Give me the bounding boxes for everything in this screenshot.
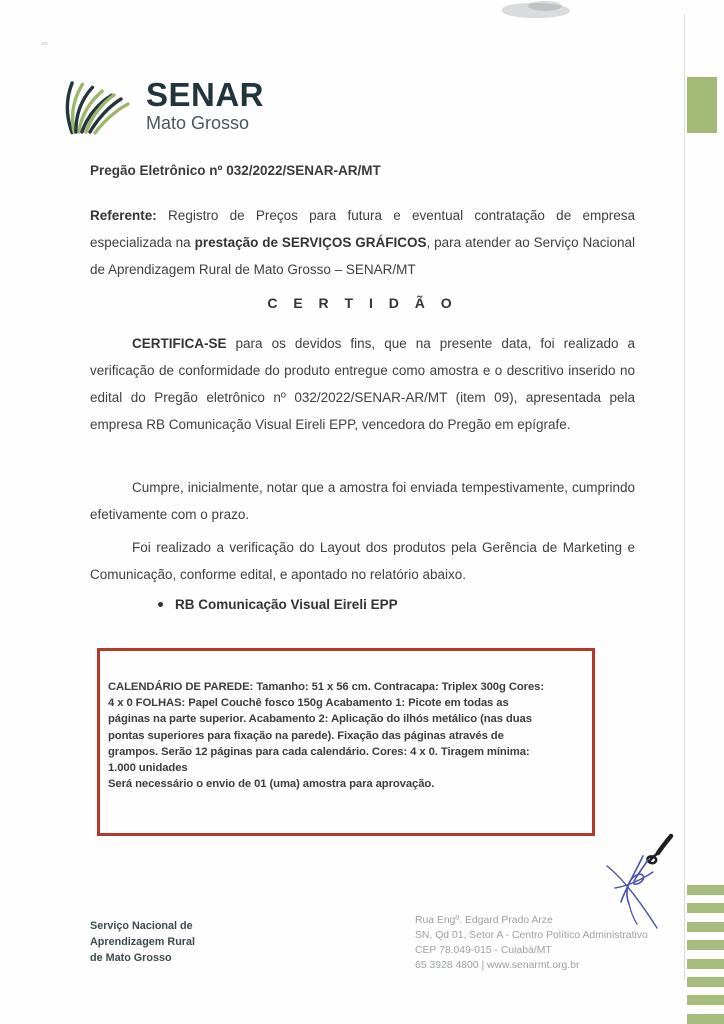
spec-line: páginas na parte superior. Acabamento 2: Aplicação do ilhós metálico (nas duas — [108, 713, 532, 726]
spec-box — [97, 648, 595, 836]
footer-org-line: Serviço Nacional de — [90, 920, 193, 932]
paragraph-cumpre: Cumpre, inicialmente, notar que a amostra foi enviada tempestivamente, cumprindo efetivamente com o prazo. — [90, 480, 635, 522]
referente-run1: Registro de Preços para futura e eventual contratação de empresa especializada na — [90, 208, 635, 250]
footer-address-block — [415, 913, 648, 973]
logo-region-text: Mato Grosso — [146, 113, 250, 133]
referente-bold: prestação de SERVIÇOS GRÁFICOS — [194, 235, 427, 250]
logo-text-block — [146, 78, 264, 132]
paragraph-foi-realizado: Foi realizado a verificação do Layout dos produtos pela Gerência de Marketing e Comunicação, conforme edital, e apontado no relatório abaixo. — [90, 540, 635, 582]
green-stripe — [687, 940, 724, 950]
green-stripe — [687, 922, 724, 932]
bullet-dot-icon — [158, 602, 163, 607]
footer-address-line: Rua Engº. Edgard Prado Arze — [415, 915, 553, 926]
footer-address-line: SN, Qd 01, Setor A - Centro Político Administrativo — [415, 930, 648, 941]
spec-line: 4 x 0 FOLHAS: Papel Couchê fosco 150g Acabamento 1: Picote em todas as — [108, 697, 509, 710]
green-stripe — [687, 995, 724, 1005]
supplier-name: RB Comunicação Visual Eireli EPP — [175, 597, 398, 612]
green-stripe — [687, 903, 724, 913]
senar-logo — [62, 72, 264, 136]
certifica-se-bold: CERTIFICA-SE — [132, 336, 227, 351]
referente-run2: , para atender ao Serviço Nacional de Aprendizagem Rural de Mato Grosso – SENAR/MT — [90, 235, 635, 277]
footer-org-block — [90, 918, 195, 966]
footer-org-line: de Mato Grosso — [90, 952, 172, 964]
certifica-rest: para os devidos fins, que na presente data, foi realizado a verificação de conformidade do produto entregue como amostra e o descritivo inserido no edital do Pregão eletrônico nº 032/2022/SENAR-AR/MT (item 09), apresentada pela empresa RB Comunicação Visual Eireli EPP, vencedora do Pregão em epígrafe. — [90, 336, 635, 432]
certidao-title: C E R T I D Ã O — [267, 295, 458, 311]
footer-address-line: CEP 78.049-015 - Cuiabá/MT — [415, 945, 552, 956]
green-stripe — [687, 1014, 724, 1024]
spec-line: grampos. Serão 12 páginas para cada calendário. Cores: 4 x 0. Tiragem mínima: — [108, 745, 530, 758]
footer-address-line: 65 3928 4800 | www.senarmt.org.br — [415, 960, 580, 971]
referente-label: Referente: — [90, 208, 157, 223]
green-stripe — [687, 885, 724, 895]
spec-line: CALENDÁRIO DE PAREDE: Tamanho: 51 x 56 cm. Contracapa: Triplex 300g Cores: — [108, 681, 545, 693]
green-stripe-marks — [687, 885, 724, 1024]
logo-fan-icon — [62, 72, 138, 136]
spec-line: Será necessário o envio de 01 (uma) amostra para aprovação. — [108, 778, 435, 791]
logo-brand-text: SENAR — [146, 76, 265, 113]
paragraph-certifica — [90, 330, 635, 438]
green-stripe — [687, 977, 724, 987]
spec-line: pontas superiores para fixação na parede). Fixação das páginas através de — [108, 729, 504, 742]
supplier-bullet-item — [158, 597, 398, 612]
green-stripe — [687, 959, 724, 969]
referente-paragraph — [90, 202, 635, 283]
scan-dash-artifact — [41, 42, 48, 45]
spec-line: 1.000 unidades — [108, 762, 188, 775]
footer-org-line: Aprendizagem Rural — [90, 936, 195, 948]
process-number-heading: Pregão Eletrônico nº 032/2022/SENAR-AR/MT — [90, 163, 381, 178]
scan-smudge-artifact — [528, 1, 562, 11]
scan-edge-line — [684, 14, 685, 980]
green-corner-mark — [687, 77, 717, 133]
